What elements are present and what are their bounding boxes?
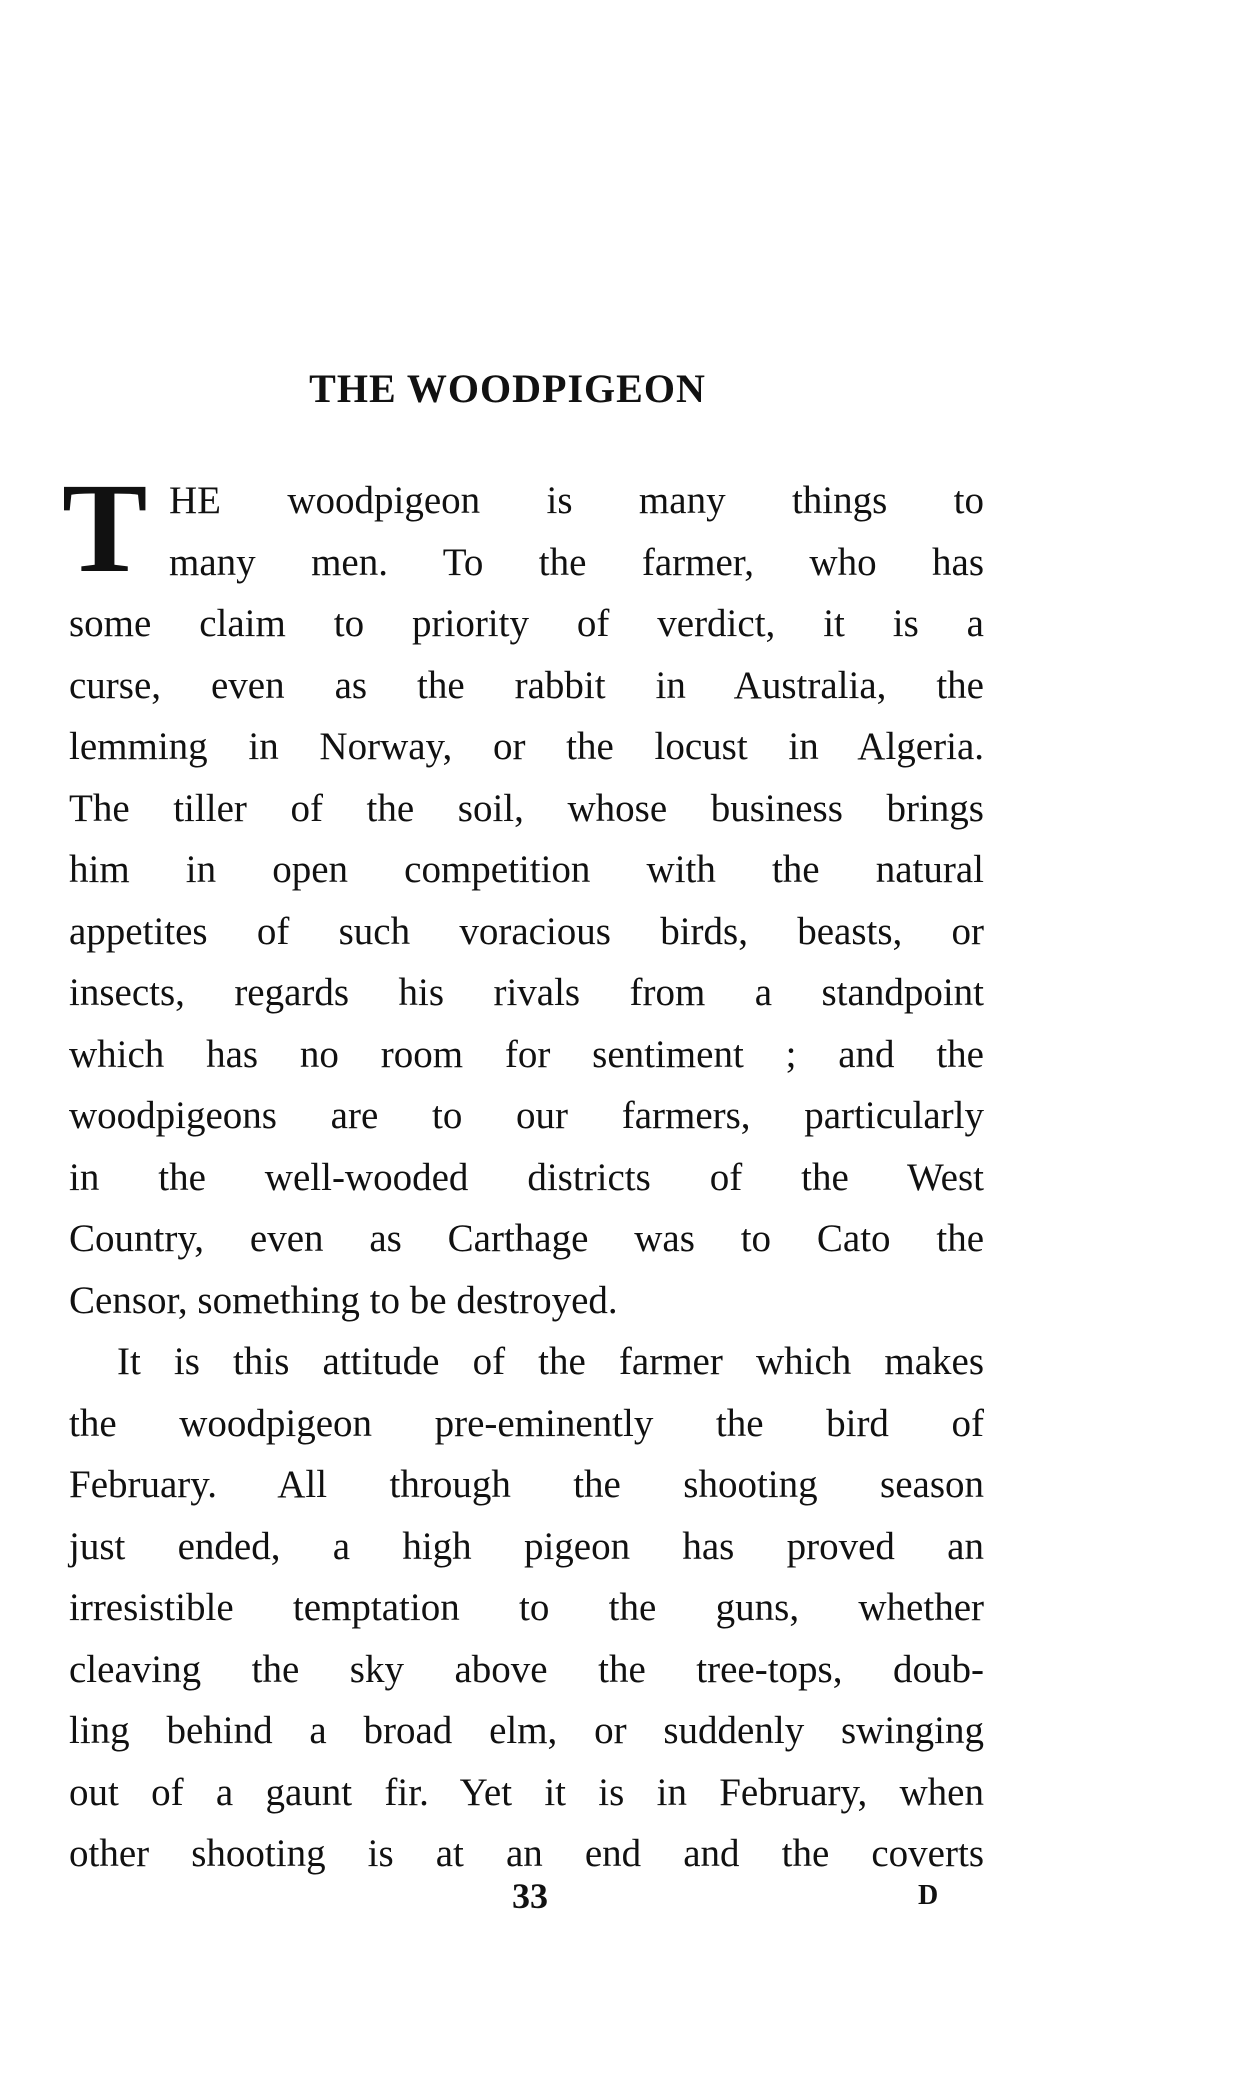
text-line: February. All through the shooting season bbox=[69, 1463, 984, 1506]
text-line: curse, even as the rabbit in Australia, the bbox=[69, 663, 984, 707]
text-line: appetites of such voracious birds, beasts, or bbox=[69, 909, 984, 953]
text-line: irresistible temptation to the guns, whether bbox=[69, 1586, 984, 1629]
text-line: Country, even as Carthage was to Cato the bbox=[69, 1217, 984, 1260]
text-line: out of a gaunt fir. Yet it is in February, when bbox=[69, 1770, 984, 1814]
text-line: HE woodpigeon is many things to bbox=[169, 479, 984, 522]
text-line: in the well-wooded districts of the West bbox=[69, 1155, 984, 1199]
body-text bbox=[69, 470, 984, 1885]
text-line: just ended, a high pigeon has proved an bbox=[69, 1524, 984, 1568]
text-line: some claim to priority of verdict, it is a bbox=[69, 602, 984, 645]
text-line: insects, regards his rivals from a standpoint bbox=[69, 971, 984, 1014]
text-line: Censor, something to be destroyed. bbox=[69, 1278, 618, 1322]
text-line: The tiller of the soil, whose business brings bbox=[69, 786, 984, 830]
text-line: many men. To the farmer, who has bbox=[169, 540, 984, 584]
text-line: woodpigeons are to our farmers, particularly bbox=[69, 1094, 984, 1137]
text-line: him in open competition with the natural bbox=[69, 848, 984, 891]
text-line: cleaving the sky above the tree-tops, doub- bbox=[69, 1647, 984, 1691]
signature-mark: D bbox=[918, 1880, 939, 1911]
chapter-title: THE WOODPIGEON bbox=[309, 366, 706, 411]
text-line: the woodpigeon pre-eminently the bird of bbox=[69, 1401, 984, 1445]
text-line: ling behind a broad elm, or suddenly swinging bbox=[69, 1709, 984, 1752]
text-line: lemming in Norway, or the locust in Algeria. bbox=[69, 725, 984, 768]
page-number: 33 bbox=[512, 1876, 548, 1916]
drop-cap: T bbox=[62, 457, 148, 599]
text-line: which has no room for sentiment ; and the bbox=[69, 1032, 984, 1076]
text-line: other shooting is at an end and the coverts bbox=[69, 1832, 984, 1875]
text-line: It is this attitude of the farmer which makes bbox=[117, 1340, 984, 1383]
